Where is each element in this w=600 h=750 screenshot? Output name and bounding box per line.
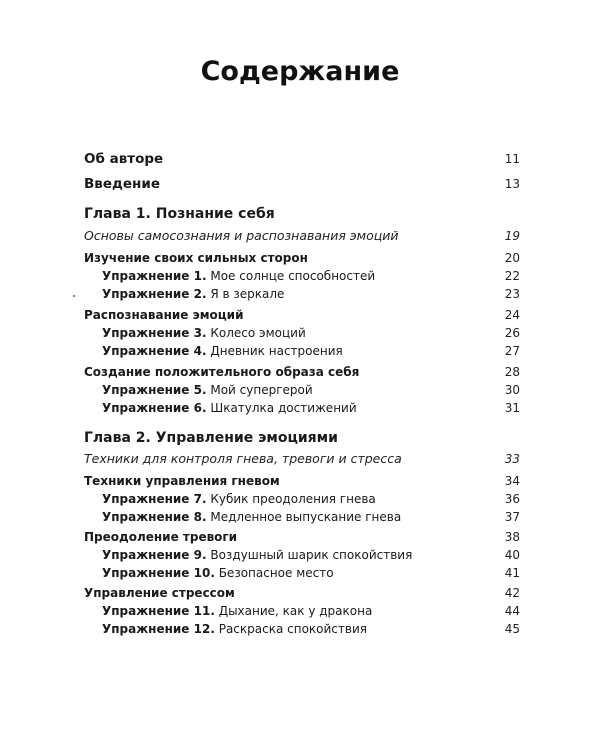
exercise-label: Я в зеркале [210,287,285,301]
exercise-label: Дыхание, как у дракона [218,604,373,618]
exercise-number: Упражнение 3. [102,326,207,340]
toc-exercise[interactable] [84,326,520,340]
toc-section[interactable] [84,251,520,265]
section-label: Управление стрессом [84,586,235,600]
exercise-label: Колесо эмоций [210,326,306,340]
toc-entry-page: 11 [504,152,520,166]
toc-entry-page: 28 [504,365,520,379]
toc-chapter-2-subtitle[interactable] [84,451,520,466]
scan-speck [73,295,75,297]
exercise-number: Упражнение 10. [102,566,215,580]
exercise-label: Дневник настроения [210,344,343,358]
toc-entry-about-author[interactable] [84,151,520,167]
toc-entry-page: 33 [504,452,520,466]
toc-entry-page: 44 [504,604,520,618]
toc-entry-page: 26 [504,326,520,340]
toc-chapter-1-title[interactable] [84,206,520,222]
exercise-number: Упражнение 7. [102,492,207,506]
chapter-subtitle: Основы самосознания и распознавания эмоций [84,228,399,243]
toc-entry-label: Введение [84,176,160,192]
exercise-number: Упражнение 9. [102,548,207,562]
toc-entry-page: 37 [504,510,520,524]
toc-entry-label: Об авторе [84,151,164,167]
toc-entry-page: 42 [504,586,520,600]
chapter-subtitle: Техники для контроля гнева, тревоги и стресса [84,451,402,466]
toc-exercise[interactable] [84,622,520,636]
toc-exercise[interactable] [84,604,520,618]
toc-entry-page: 22 [504,269,520,283]
toc-exercise[interactable] [84,492,520,506]
section-label: Изучение своих сильных сторон [84,251,308,265]
toc-section[interactable] [84,474,520,488]
chapter-title: Глава 2. Управление эмоциями [84,430,338,446]
exercise-number: Упражнение 1. [102,269,207,283]
exercise-label: Мое солнце способностей [210,269,376,283]
toc-exercise[interactable] [84,401,520,415]
section-label: Распознавание эмоций [84,308,244,322]
toc-exercise[interactable] [84,566,520,580]
toc-chapter-1-subtitle[interactable] [84,228,520,243]
toc-exercise[interactable] [84,287,520,301]
exercise-label: Мой супергерой [210,383,313,397]
section-label: Техники управления гневом [84,474,280,488]
toc-exercise[interactable] [84,344,520,358]
chapter-title: Глава 1. Познание себя [84,206,275,222]
toc-exercise[interactable] [84,510,520,524]
toc-entry-page: 38 [504,530,520,544]
exercise-number: Упражнение 2. [102,287,207,301]
toc-entry-page: 30 [504,383,520,397]
exercise-number: Упражнение 5. [102,383,207,397]
toc-entry-page: 40 [504,548,520,562]
toc-section[interactable] [84,530,520,544]
toc-entry-page: 20 [504,251,520,265]
toc-exercise[interactable] [84,548,520,562]
toc-entry-introduction[interactable] [84,176,520,192]
exercise-number: Упражнение 12. [102,622,215,636]
toc-entry-page: 34 [504,474,520,488]
exercise-number: Упражнение 8. [102,510,207,524]
toc-entry-page: 13 [504,177,520,191]
exercise-label: Воздушный шарик спокойствия [210,548,413,562]
toc-entry-page: 24 [504,308,520,322]
toc-section[interactable] [84,308,520,322]
toc-entry-page: 19 [504,229,520,243]
toc-entry-page: 27 [504,344,520,358]
exercise-label: Раскраска спокойствия [218,622,367,636]
toc-exercise[interactable] [84,269,520,283]
toc-entry-page: 36 [504,492,520,506]
exercise-label: Безопасное место [218,566,334,580]
exercise-label: Шкатулка достижений [210,401,357,415]
exercise-label: Кубик преодоления гнева [210,492,376,506]
toc-entry-page: 45 [504,622,520,636]
exercise-number: Упражнение 11. [102,604,215,618]
toc-entry-page: 23 [504,287,520,301]
toc-entry-page: 31 [504,401,520,415]
toc-section[interactable] [84,586,520,600]
toc-section[interactable] [84,365,520,379]
section-label: Создание положительного образа себя [84,365,360,379]
toc-entry-page: 41 [504,566,520,580]
toc-exercise[interactable] [84,383,520,397]
exercise-number: Упражнение 6. [102,401,207,415]
exercise-number: Упражнение 4. [102,344,207,358]
page-title: Содержание [200,56,400,87]
toc-chapter-2-title[interactable] [84,430,520,446]
exercise-label: Медленное выпускание гнева [210,510,402,524]
section-label: Преодоление тревоги [84,530,238,544]
